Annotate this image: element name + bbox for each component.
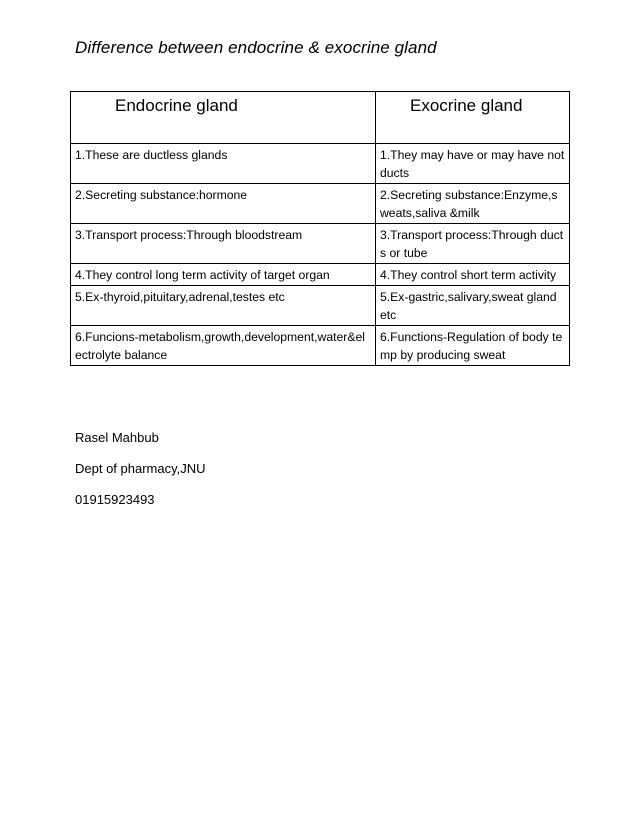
department-line: Dept of pharmacy,JNU <box>75 461 206 476</box>
table-row <box>71 326 570 366</box>
table-row <box>71 224 570 264</box>
page-title: Difference between endocrine & exocrine gland <box>75 38 437 57</box>
exocrine-cell: 4.They control short term activity <box>376 264 570 286</box>
exocrine-cell: 5.Ex-gastric,salivary,sweat gland etc <box>376 286 570 326</box>
author-name: Rasel Mahbub <box>75 430 159 445</box>
endocrine-cell: 6.Funcions-metabolism,growth,development,water&electrolyte balance <box>71 326 376 366</box>
table-header-row <box>71 92 570 144</box>
table-row <box>71 184 570 224</box>
table-row <box>71 286 570 326</box>
endocrine-cell: 4.They control long term activity of target organ <box>71 264 376 286</box>
endocrine-cell: 2.Secreting substance:hormone <box>71 184 376 224</box>
header-endocrine: Endocrine gland <box>71 92 376 144</box>
phone-number: 01915923493 <box>75 492 155 507</box>
exocrine-cell: 3.Transport process:Through ducts or tube <box>376 224 570 264</box>
table-row <box>71 264 570 286</box>
comparison-table <box>70 91 570 366</box>
endocrine-cell: 3.Transport process:Through bloodstream <box>71 224 376 264</box>
exocrine-cell: 2.Secreting substance:Enzyme,sweats,saliva &milk <box>376 184 570 224</box>
table-row <box>71 144 570 184</box>
endocrine-cell: 5.Ex-thyroid,pituitary,adrenal,testes etc <box>71 286 376 326</box>
endocrine-cell: 1.These are ductless glands <box>71 144 376 184</box>
header-exocrine: Exocrine gland <box>376 92 570 144</box>
exocrine-cell: 1.They may have or may have not ducts <box>376 144 570 184</box>
exocrine-cell: 6.Functions-Regulation of body temp by producing sweat <box>376 326 570 366</box>
